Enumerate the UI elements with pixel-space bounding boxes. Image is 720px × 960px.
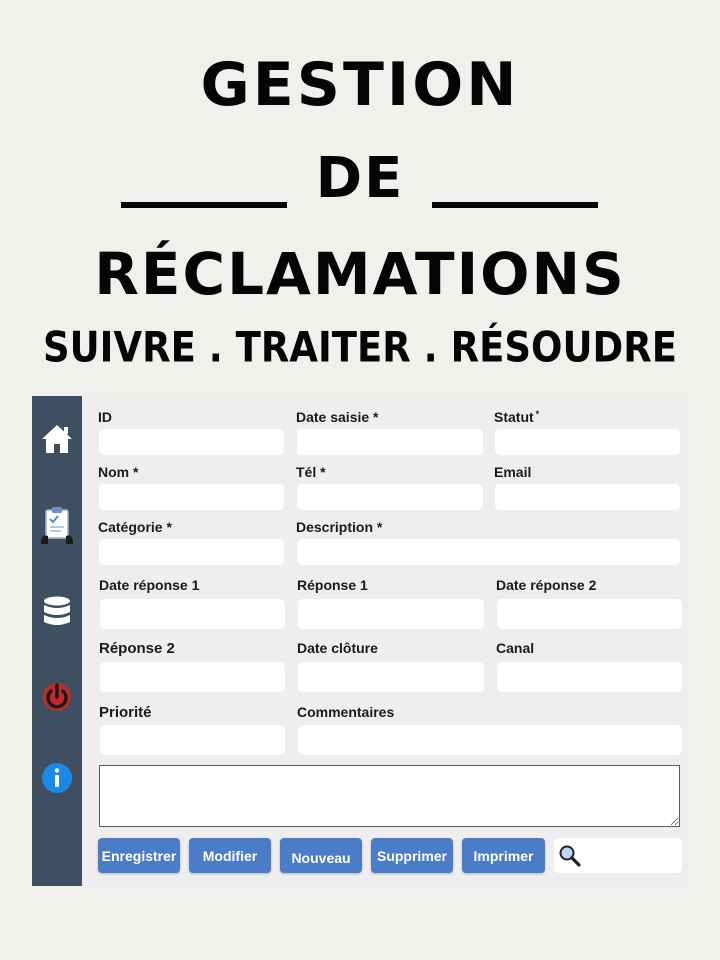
canal-input[interactable]: [497, 662, 682, 692]
priorite-input[interactable]: [100, 725, 285, 755]
reponse-2-input[interactable]: [100, 662, 285, 692]
new-button[interactable]: Nouveau: [280, 838, 362, 873]
description-input[interactable]: [297, 539, 680, 565]
reponse-2-label: Réponse 2: [99, 640, 175, 657]
date-cloture-input[interactable]: [298, 662, 484, 692]
info-icon[interactable]: [39, 760, 75, 796]
delete-button[interactable]: Supprimer: [371, 838, 453, 873]
title-rule-right: [432, 202, 598, 208]
date-saisie-input[interactable]: [297, 429, 483, 455]
search-box[interactable]: [554, 838, 682, 873]
id-label: ID: [98, 409, 112, 425]
print-button[interactable]: Imprimer: [462, 838, 545, 873]
categorie-label: Catégorie *: [98, 519, 172, 535]
date-reponse-2-input[interactable]: [497, 599, 682, 629]
canal-label: Canal: [496, 640, 535, 656]
date-saisie-label: Date saisie *: [296, 409, 379, 425]
reponse-1-input[interactable]: [298, 599, 484, 629]
statut-input[interactable]: [495, 429, 680, 455]
notes-textarea[interactable]: [99, 765, 680, 827]
save-button[interactable]: Enregistrer: [98, 838, 180, 873]
claims-form-window: [32, 396, 689, 886]
categorie-input[interactable]: [99, 539, 284, 565]
reponse-1-label: Réponse 1: [297, 577, 368, 593]
date-reponse-1-input[interactable]: [100, 599, 285, 629]
search-input[interactable]: [584, 842, 680, 871]
statut-label: [494, 409, 539, 425]
date-cloture-label: Date clôture: [297, 640, 378, 656]
tagline: SUIVRE . TRAITER . RÉSOUDRE: [42, 323, 678, 372]
date-reponse-1-label: Date réponse 1: [99, 577, 200, 593]
title-line-3: RÉCLAMATIONS: [94, 240, 626, 308]
commentaires-input[interactable]: [298, 725, 682, 755]
tel-label: Tél *: [296, 464, 326, 480]
description-label: Description *: [296, 519, 383, 535]
date-reponse-2-label: Date réponse 2: [496, 577, 597, 593]
email-input[interactable]: [495, 484, 680, 510]
sidebar: [32, 396, 82, 886]
edit-button[interactable]: Modifier: [189, 838, 271, 873]
tel-input[interactable]: [297, 484, 483, 510]
title-line-2: DE: [315, 146, 405, 211]
home-icon[interactable]: [39, 420, 75, 456]
email-label: Email: [494, 464, 532, 480]
search-icon: [558, 844, 582, 873]
statut-marker: *: [535, 409, 540, 419]
commentaires-label: Commentaires: [297, 704, 395, 720]
id-input[interactable]: [99, 429, 284, 455]
power-icon[interactable]: [39, 677, 75, 713]
statut-label-text: Statut: [494, 409, 534, 425]
nom-input[interactable]: [99, 484, 284, 510]
nom-label: Nom *: [98, 464, 139, 480]
priorite-label: Priorité: [99, 704, 152, 721]
database-icon[interactable]: [39, 594, 75, 630]
clipboard-icon[interactable]: [39, 506, 75, 542]
title-line-1: GESTION: [200, 50, 520, 120]
